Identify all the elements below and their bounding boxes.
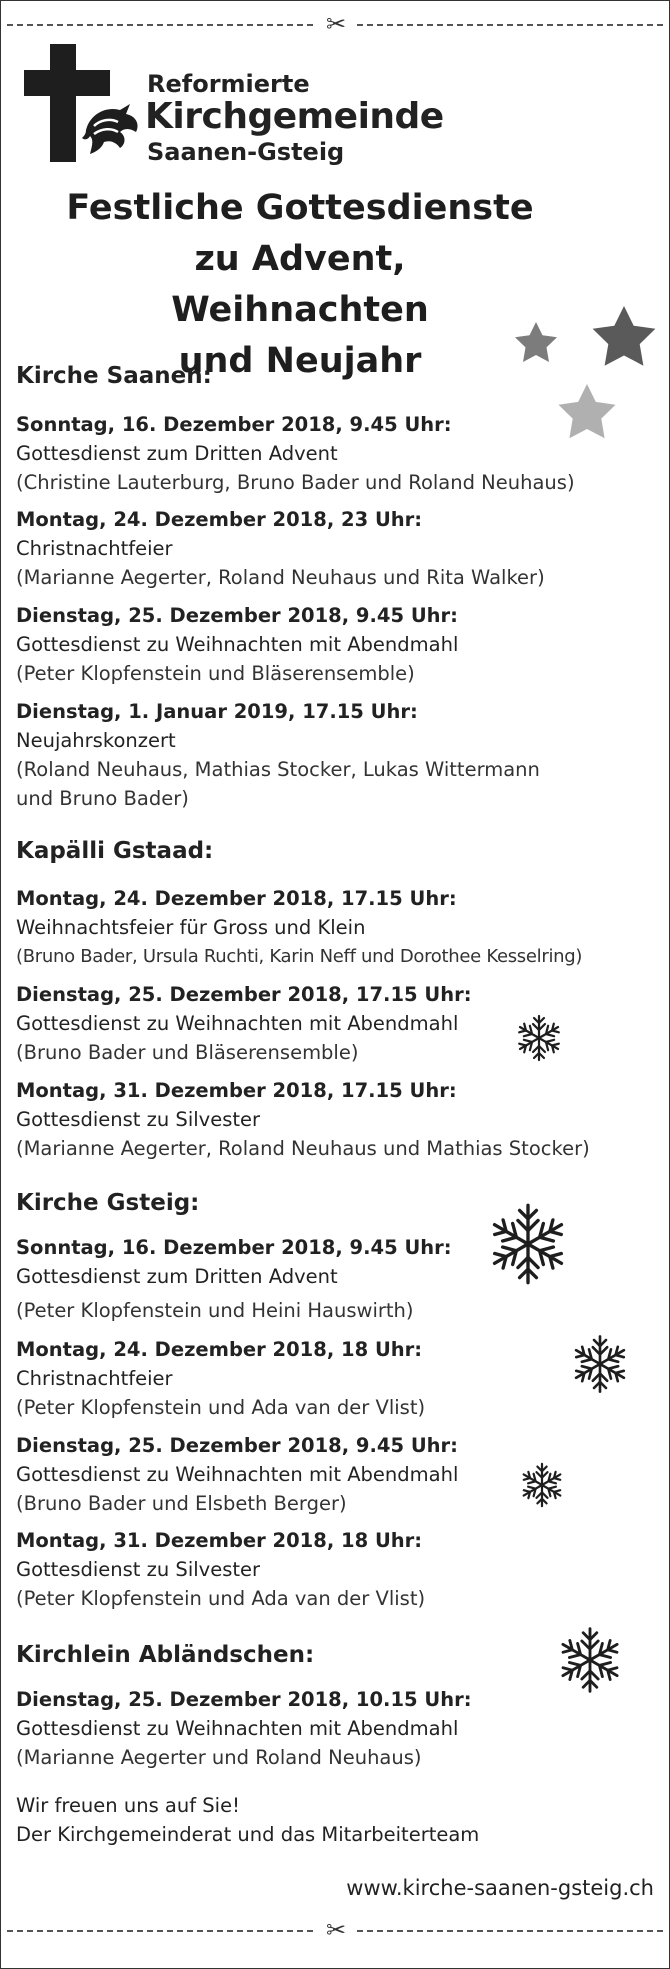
event-date: Dienstag, 25. Dezember 2018, 17.15 Uhr: xyxy=(16,983,472,1006)
closing-greeting xyxy=(16,1791,479,1849)
snowflake-icon xyxy=(519,1462,565,1508)
scissors-icon: ✂ xyxy=(316,14,356,34)
org-name-line1: Reformierte xyxy=(147,70,310,98)
event-date: Dienstag, 25. Dezember 2018, 9.45 Uhr: xyxy=(16,1434,458,1457)
event-date: Sonntag, 16. Dezember 2018, 9.45 Uhr: xyxy=(16,1236,452,1259)
section-title: Kirche Saanen: xyxy=(16,363,212,389)
event-name: Neujahrskonzert xyxy=(16,729,176,752)
event-name: Gottesdienst zu Weihnachten mit Abendmahl xyxy=(16,1717,459,1740)
event-date: Montag, 31. Dezember 2018, 17.15 Uhr: xyxy=(16,1079,457,1102)
event-people: (Bruno Bader und Elsbeth Berger) xyxy=(16,1492,347,1515)
event-name: Gottesdienst zu Silvester xyxy=(16,1108,261,1131)
event-date: Sonntag, 16. Dezember 2018, 9.45 Uhr: xyxy=(16,413,452,436)
closing-line: Wir freuen uns auf Sie! xyxy=(16,1794,240,1817)
event-people: (Marianne Aegerter, Roland Neuhaus und Mathias Stocker) xyxy=(16,1137,590,1160)
title-line: zu Advent, Weihnachten xyxy=(171,239,429,330)
snowflake-icon xyxy=(514,1013,564,1063)
event-name: Gottesdienst zu Silvester xyxy=(16,1558,261,1581)
event-date: Montag, 31. Dezember 2018, 18 Uhr: xyxy=(16,1529,423,1552)
event-item xyxy=(16,601,458,688)
snowflake-icon xyxy=(556,1626,624,1694)
website-link[interactable]: www.kirche-saanen-gsteig.ch xyxy=(346,1876,654,1900)
event-item xyxy=(16,697,540,813)
event-name: Gottesdienst zu Weihnachten mit Abendmahl xyxy=(16,1463,459,1486)
event-people: (Peter Klopfenstein und Heini Hauswirth) xyxy=(16,1299,414,1322)
event-people: (Bruno Bader und Bläserensemble) xyxy=(16,1041,359,1064)
event-people: (Roland Neuhaus, Mathias Stocker, Lukas Wittermann xyxy=(16,758,540,781)
event-date: Montag, 24. Dezember 2018, 18 Uhr: xyxy=(16,1338,423,1361)
section-title: Kirche Gsteig: xyxy=(16,1190,200,1216)
event-item xyxy=(16,410,575,497)
event-item xyxy=(16,1076,590,1163)
event-item xyxy=(16,1685,472,1772)
title-line: Festliche Gottesdienste xyxy=(66,188,534,228)
event-date: Dienstag, 1. Januar 2019, 17.15 Uhr: xyxy=(16,700,418,723)
star-icon xyxy=(512,320,560,368)
section-title: Kapälli Gstaad: xyxy=(16,838,214,864)
event-item xyxy=(16,884,582,971)
snowflake-icon xyxy=(486,1202,570,1286)
title-line: und Neujahr xyxy=(178,341,422,381)
event-date: Montag, 24. Dezember 2018, 23 Uhr: xyxy=(16,508,423,531)
event-name: Christnachtfeier xyxy=(16,1367,173,1390)
bird-icon xyxy=(80,100,142,158)
event-people: (Marianne Aegerter und Roland Neuhaus) xyxy=(16,1746,422,1769)
event-item xyxy=(16,1335,425,1422)
page-title xyxy=(60,183,540,387)
org-name-line2: Kirchgemeinde xyxy=(145,96,444,137)
event-people: (Bruno Bader, Ursula Ruchti, Karin Neff und Dorothee Kesselring) xyxy=(16,946,583,967)
event-people: und Bruno Bader) xyxy=(16,787,189,810)
snowflake-icon xyxy=(570,1334,630,1394)
event-item xyxy=(16,1233,452,1325)
event-item xyxy=(16,1431,458,1518)
event-name: Gottesdienst zu Weihnachten mit Abendmahl xyxy=(16,633,459,656)
event-date: Montag, 24. Dezember 2018, 17.15 Uhr: xyxy=(16,887,457,910)
event-name: Weihnachtsfeier für Gross und Klein xyxy=(16,916,366,939)
event-people: (Marianne Aegerter, Roland Neuhaus und Rita Walker) xyxy=(16,566,545,589)
event-name: Gottesdienst zum Dritten Advent xyxy=(16,1265,338,1288)
event-people: (Christine Lauterburg, Bruno Bader und Roland Neuhaus) xyxy=(16,471,575,494)
event-item xyxy=(16,980,472,1067)
event-item xyxy=(16,1526,425,1613)
org-name-line3: Saanen-Gsteig xyxy=(147,138,345,166)
event-name: Christnachtfeier xyxy=(16,537,173,560)
event-people: (Peter Klopfenstein und Ada van der Vlist) xyxy=(16,1587,426,1610)
event-people: (Peter Klopfenstein und Bläserensemble) xyxy=(16,662,415,685)
event-name: Gottesdienst zu Weihnachten mit Abendmahl xyxy=(16,1012,459,1035)
event-date: Dienstag, 25. Dezember 2018, 9.45 Uhr: xyxy=(16,604,458,627)
section-title: Kirchlein Abländschen: xyxy=(16,1642,315,1668)
event-name: Gottesdienst zum Dritten Advent xyxy=(16,442,338,465)
event-item xyxy=(16,505,545,592)
scissors-icon: ✂ xyxy=(316,1920,356,1940)
star-icon xyxy=(589,304,659,374)
closing-line: Der Kirchgemeinderat und das Mitarbeiterteam xyxy=(16,1823,480,1846)
event-people: (Peter Klopfenstein und Ada van der Vlist) xyxy=(16,1396,426,1419)
event-date: Dienstag, 25. Dezember 2018, 10.15 Uhr: xyxy=(16,1688,472,1711)
